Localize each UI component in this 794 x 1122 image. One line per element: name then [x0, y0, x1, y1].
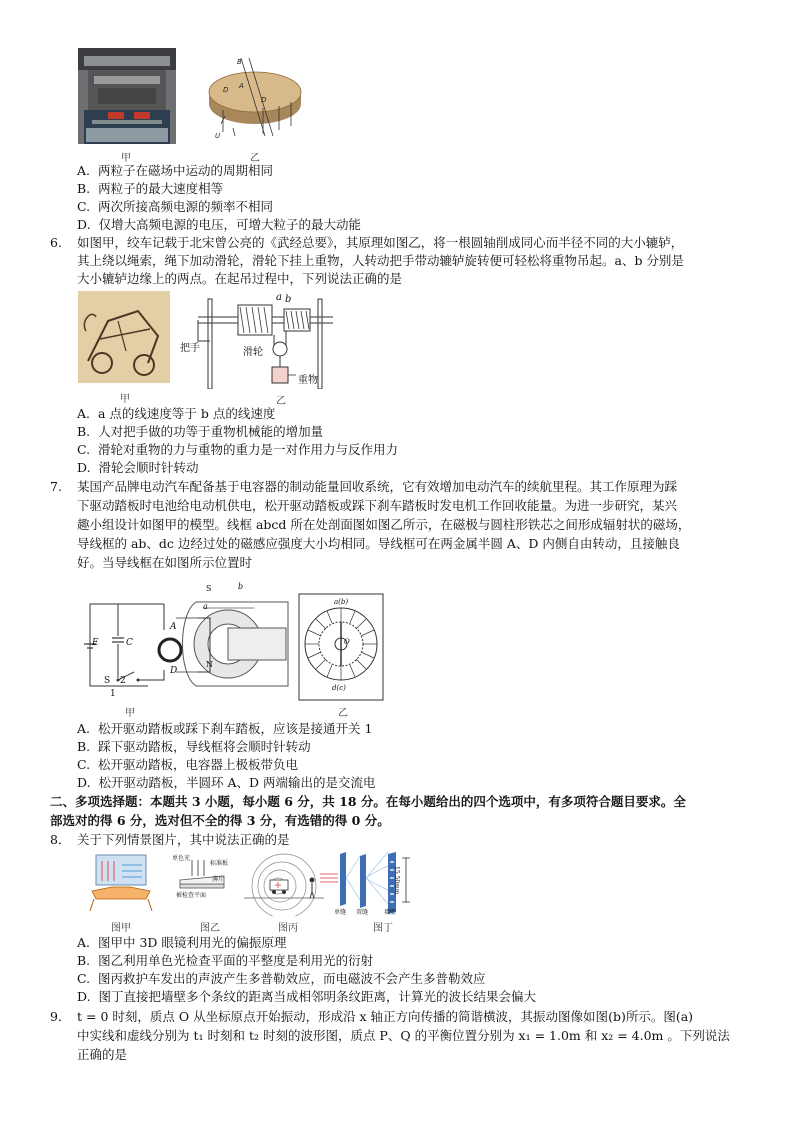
option-text: 图丁直接把墙壁多个条纹的距离当成相邻明条纹距离，计算光的波长结果会偏大 [98, 989, 537, 1004]
svg-text:B: B [237, 58, 242, 66]
q6-diagram-yi [178, 289, 348, 389]
q7-label-ab: a(b) [334, 598, 349, 606]
q7-stem-line-5: 好。当导线框在如图所示位置时 [77, 555, 253, 570]
option-label: A. [77, 163, 91, 178]
q5-option-a [77, 162, 273, 179]
option-text: 滑轮对重物的力与重物的重力是一对作用力与反作用力 [98, 442, 399, 457]
svg-text:D: D [261, 96, 267, 104]
svg-text:D: D [223, 86, 229, 94]
q6-number: 6. [50, 235, 62, 250]
option-text: a 点的线速度等于 b 点的线速度 [97, 406, 276, 421]
q9-stem-line-3: 正确的是 [77, 1047, 128, 1062]
q6-option-d [77, 459, 199, 476]
option-label: C. [77, 971, 91, 986]
option-label: B. [77, 424, 91, 439]
q8-label-air: 薄片 [212, 876, 225, 883]
q8-option-c [77, 970, 486, 987]
q8-label-single: 单缝 [334, 909, 347, 916]
option-text: 踩下驱动踏板，导线框将会顺时针转动 [98, 739, 311, 754]
svg-text:U: U [215, 132, 221, 140]
q6-label-b: b [285, 294, 292, 305]
option-text: 松开驱动踏板或踩下刹车踏板，应该是接通开关 1 [97, 721, 373, 736]
q7-label-2: 2 [120, 676, 126, 686]
q7-number: 7. [50, 479, 62, 494]
q7-label-O: O [344, 638, 350, 646]
q6-caption-yi: 乙 [276, 396, 286, 407]
q9-stem-line-1: t = 0 时刻，质点 O 从坐标原点开始振动，形成沿 x 轴正方向传播的简谐横波，其振动图像如图(b)所示。图(a) [77, 1009, 694, 1024]
option-text: 滑轮会顺时针转动 [98, 460, 199, 475]
q7-option-d [77, 774, 376, 791]
option-text: 人对把手做的功等于重物机械能的增加量 [98, 424, 324, 439]
option-label: A. [77, 935, 91, 950]
q6-label-weight: 重物 [298, 375, 318, 386]
q6-drawing-jia [78, 291, 170, 383]
q6-stem-line-2: 其上绕以绳索，绳下加动滑轮，滑轮下挂上重物，人转动把手带动辘轳旋转便可轻松将重物吊起。a、b 分别是 [77, 253, 684, 268]
q5-option-b [77, 180, 223, 197]
q7-label-S: S [104, 676, 111, 686]
q7-caption-jia: 甲 [125, 708, 135, 719]
q8-caption-ding: 图丁 [373, 923, 393, 934]
q8-label-light: 单色光 [172, 855, 191, 862]
q8-label-scale: 15.50mm [393, 866, 400, 895]
q8-label-screen: 墙壁 [384, 909, 397, 916]
q8-figure-yi [170, 854, 240, 914]
q7-label-E: E [92, 638, 99, 648]
section-2-heading: 二、多项选择题：本题共 3 小题，每小题 6 分，共 18 分。在每小题给出的四个选项中，有多项符合题目要求。全 [50, 794, 686, 809]
option-text: 两粒子在磁场中运动的周期相同 [97, 163, 273, 178]
option-label: B. [77, 953, 91, 968]
option-label: D. [77, 989, 91, 1004]
option-label: C. [77, 442, 91, 457]
q6-stem-line-1: 如图甲，绞车记载于北宋曾公亮的《武经总要》，其原理如图乙，将一根圆轴削成同心而半径不同的大小辘轳， [77, 235, 684, 250]
q5-caption-yi: 乙 [250, 153, 260, 164]
option-label: D. [77, 460, 91, 475]
q6-label-pulley: 滑轮 [243, 347, 263, 358]
q9-stem-line-2: 中实线和虚线分别为 t₁ 时刻和 t₂ 时刻的波形图，质点 P、Q 的平衡位置分别为 x₁ = 1.0m 和 x₂ = 4.0m 。下列说法 [77, 1028, 730, 1043]
q7-label-C: C [126, 638, 133, 648]
q8-option-a [77, 934, 286, 951]
q5-photo-jia [78, 48, 176, 144]
option-text: 两粒子的最大速度相等 [98, 181, 224, 196]
option-text: 图丙救护车发出的声波产生多普勒效应，而电磁波不会产生多普勒效应 [98, 971, 486, 986]
q8-figure-jia [82, 851, 160, 915]
q7-label-1: 1 [110, 689, 116, 699]
q7-label-D: D [170, 666, 178, 676]
option-label: B. [77, 739, 91, 754]
q6-option-a [77, 405, 275, 422]
option-text: 松开驱动踏板，电容器上极板带负电 [98, 757, 299, 772]
q7-option-c [77, 756, 298, 773]
option-label: A. [77, 406, 91, 421]
q7-option-b [77, 738, 311, 755]
option-text: 仅增大高频电源的电压，可增大粒子的最大动能 [98, 217, 362, 232]
q5-figure-yi [203, 52, 308, 142]
q8-figure-bing [244, 842, 324, 916]
option-text: 图乙利用单色光检查平面的平整度是利用光的衍射 [98, 953, 374, 968]
option-label: B. [77, 181, 91, 196]
q7-label-b: b [238, 582, 244, 591]
q8-option-b [77, 952, 373, 969]
q6-label-a: a [276, 292, 282, 303]
q8-caption-jia: 图甲 [111, 923, 131, 934]
q6-stem-line-3: 大小辘轳边缘上的两点。在起吊过程中，下列说法正确的是 [77, 271, 403, 286]
q8-label-test: 被检查平面 [176, 892, 207, 899]
section-2-heading-cont: 部选对的得 6 分，选对但不全的得 3 分，有选错的得 0 分。 [50, 813, 390, 828]
q7-label-N: N [206, 660, 213, 669]
q7-stem-line-2: 下驱动踏板时电池给电动机供电，松开驱动踏板或踩下刹车踏板时发电机工作回收能量。为进一步研究，某兴 [77, 498, 678, 513]
q7-stem-line-1: 某国产品牌电动汽车配备基于电容器的制动能量回收系统，它有效增加电动汽车的续航里程。其工作原理为踩 [77, 479, 678, 494]
option-label: C. [77, 199, 91, 214]
q8-stem: 关于下列情景图片，其中说法正确的是 [77, 832, 290, 847]
q8-caption-bing: 图丙 [278, 923, 298, 934]
q8-label-double: 双缝 [356, 909, 369, 916]
q5-option-d [77, 216, 361, 233]
q6-caption-jia: 甲 [120, 394, 130, 405]
q7-label-a: a [203, 602, 208, 611]
q7-caption-yi: 乙 [338, 708, 348, 719]
q7-option-a [77, 720, 372, 737]
q8-number: 8． [50, 832, 71, 847]
option-label: D. [77, 217, 91, 232]
q7-stem-line-4: 导线框的 ab、dc 边经过处的磁感应强度大小均相同。导线框可在两金属半圆 A、D 内侧自由转动，且接触良 [77, 536, 680, 551]
q5-option-c [77, 198, 273, 215]
q6-option-c [77, 441, 398, 458]
q7-stem-line-3: 趣小组设计如图甲的模型。线框 abcd 所在处剖面图如图乙所示，在磁极与圆柱形铁芯之间形成辐射状的磁场， [77, 517, 691, 532]
option-text: 两次所接高频电源的频率不相同 [98, 199, 274, 214]
q6-option-b [77, 423, 323, 440]
option-text: 松开驱动踏板，半圆环 A、D 两端输出的是交流电 [98, 775, 376, 790]
q8-label-plate: 标准板 [210, 860, 229, 867]
q6-label-handle: 把手 [180, 343, 200, 354]
q8-figure-ding [320, 848, 426, 916]
option-label: C. [77, 757, 91, 772]
q8-caption-yi: 图乙 [200, 923, 220, 934]
q5-caption-jia: 甲 [121, 153, 131, 164]
svg-text:A: A [239, 82, 244, 90]
q9-number: 9． [50, 1009, 71, 1024]
q7-label-A: A [170, 622, 177, 632]
option-text: 图甲中 3D 眼镜利用光的偏振原理 [97, 935, 287, 950]
option-label: D. [77, 775, 91, 790]
q7-label-dc: d(c) [332, 684, 346, 692]
option-label: A. [77, 721, 91, 736]
q7-label-Smag: S [206, 584, 212, 593]
q8-option-d [77, 988, 536, 1005]
